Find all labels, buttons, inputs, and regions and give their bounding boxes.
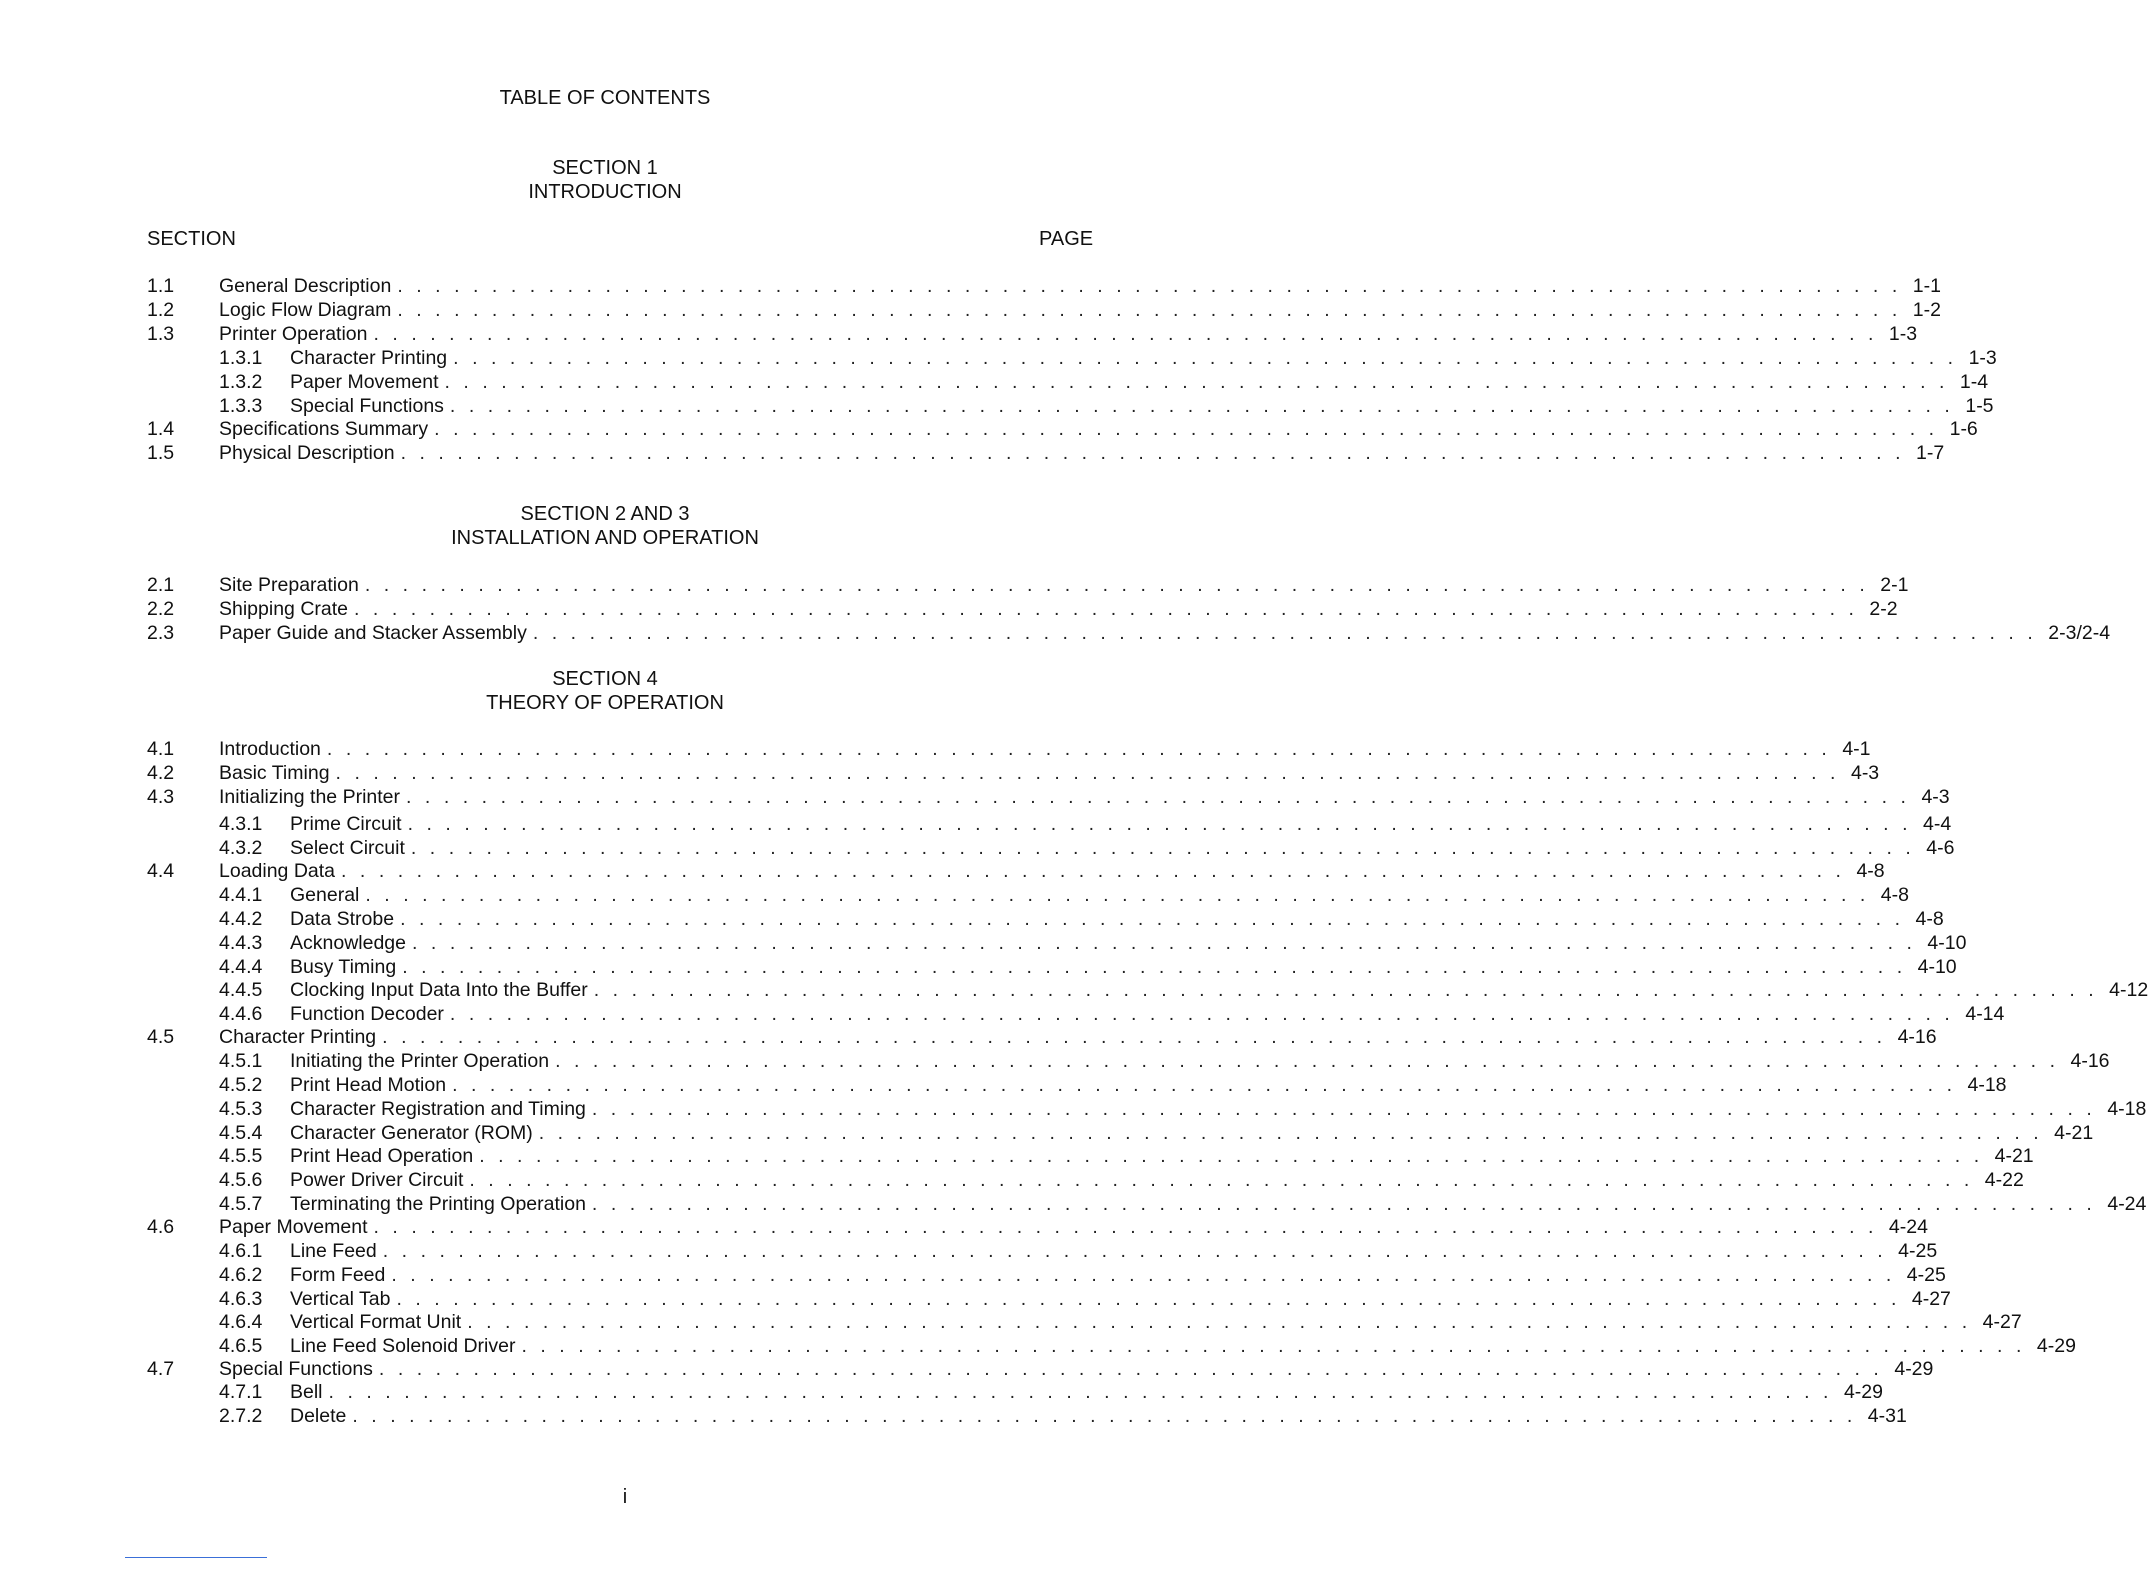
toc-entry-number: 4.2 [147, 762, 175, 784]
section-heading-line2: THEORY OF OPERATION [486, 692, 724, 714]
toc-entry[interactable] [147, 441, 1945, 465]
dot-leader: ................................................................................ [469, 1169, 1983, 1191]
toc-entry[interactable] [147, 761, 1880, 785]
toc-entry-page: 4-10 [1927, 932, 1967, 954]
dot-leader: ................................................................................ [412, 932, 1926, 954]
toc-entry-page: 4-4 [1923, 813, 1952, 835]
toc-entry-title: Acknowledge [290, 932, 406, 954]
toc-entry-title: Physical Description [219, 442, 395, 464]
toc-entry-subnumber: 4.4.1 [219, 884, 263, 906]
toc-entry-subnumber: 4.5.6 [219, 1169, 263, 1191]
toc-entry-title: Introduction [219, 738, 321, 760]
toc-entry-subnumber: 4.4.5 [219, 979, 263, 1001]
toc-entry-number: 1.5 [147, 442, 175, 464]
toc-entry-title: Character Generator (ROM) [290, 1122, 533, 1144]
toc-entry-title: Select Circuit [290, 837, 405, 859]
toc-entry-title: Initializing the Printer [219, 786, 401, 808]
dot-leader: ................................................................................ [555, 1050, 2069, 1072]
page-number-footer: i [622, 1486, 628, 1508]
toc-entry[interactable] [147, 573, 1909, 597]
toc-entry-title: Busy Timing [290, 956, 397, 978]
toc-entry-title: Form Feed [290, 1264, 386, 1286]
toc-entry-number: 4.6 [147, 1216, 175, 1238]
toc-entry-number: 1.2 [147, 299, 175, 321]
toc-entry[interactable] [147, 298, 1941, 322]
toc-entry-page: 4-10 [1917, 956, 1957, 978]
toc-entry[interactable] [147, 1192, 2147, 1216]
toc-entry-page: 1-4 [1959, 371, 1989, 393]
toc-entry-subnumber: 4.6.3 [219, 1288, 263, 1310]
toc-entry-subnumber: 4.6.2 [219, 1264, 263, 1286]
toc-entry-title: Loading Data [219, 860, 336, 882]
toc-entry[interactable] [147, 1404, 1907, 1428]
dot-leader: ................................................................................ [402, 956, 1916, 978]
toc-entry[interactable] [147, 1380, 1883, 1404]
toc-entry-subnumber: 2.7.2 [219, 1405, 263, 1427]
toc-entry-page: 1-2 [1912, 299, 1941, 321]
toc-entry-title: Shipping Crate [219, 598, 348, 620]
toc-entry[interactable] [147, 1049, 2110, 1073]
toc-entry-title: Clocking Input Data Into the Buffer [290, 979, 588, 1001]
toc-entry-page: 4-27 [1982, 1311, 2022, 1333]
toc-entry-page: 4-22 [1984, 1169, 2024, 1191]
toc-entry-title: Line Feed Solenoid Driver [290, 1335, 516, 1357]
toc-entry-title: Data Strobe [290, 908, 395, 930]
toc-entry-page: 4-8 [1880, 884, 1909, 906]
toc-entry[interactable] [147, 1287, 1951, 1311]
dot-leader: ................................................................................ [378, 1358, 1893, 1380]
toc-entry-title: Print Head Operation [290, 1145, 474, 1167]
toc-entry-title: General Description [219, 275, 392, 297]
toc-entry-page: 2-3/2-4 [2048, 622, 2111, 644]
toc-entry-title: Function Decoder [290, 1003, 444, 1025]
toc-entry-page: 1-7 [1916, 442, 1945, 464]
toc-entry-page: 4-31 [1867, 1405, 1907, 1427]
toc-entry-number: 1.3 [147, 323, 175, 345]
toc-entry-subnumber: 4.5.5 [219, 1145, 263, 1167]
dot-leader: ................................................................................ [373, 1216, 1887, 1238]
toc-entry[interactable] [147, 1239, 1938, 1263]
toc-entry-page: 4-29 [2036, 1335, 2076, 1357]
dot-leader: ................................................................................ [452, 1074, 1966, 1096]
toc-entry-page: 2-2 [1869, 598, 1898, 620]
toc-entry-title: General [290, 884, 360, 906]
toc-entry-title: Power Driver Circuit [290, 1169, 464, 1191]
toc-entry-subnumber: 1.3.2 [219, 371, 263, 393]
toc-entry-page: 4-3 [1921, 786, 1950, 808]
toc-entry[interactable] [147, 1310, 2022, 1334]
toc-entry[interactable] [147, 322, 1918, 346]
toc-entry-number: 4.4 [147, 860, 175, 882]
dot-leader: ................................................................................ [354, 598, 1868, 620]
toc-entry-title: Character Registration and Timing [290, 1098, 586, 1120]
toc-entry-title: Paper Movement [219, 1216, 368, 1238]
toc-entry-title: Initiating the Printer Operation [290, 1050, 550, 1072]
toc-entry[interactable] [147, 955, 1957, 979]
page-title: TABLE OF CONTENTS [499, 87, 711, 109]
toc-entry-title: Character Printing [290, 347, 448, 369]
toc-entry[interactable] [147, 836, 1955, 860]
toc-entry-subnumber: 1.3.3 [219, 395, 263, 417]
toc-entry-number: 2.3 [147, 622, 175, 644]
toc-entry[interactable] [147, 1002, 2005, 1026]
dot-leader: ................................................................................ [479, 1145, 1993, 1167]
toc-entry-page: 4-3 [1850, 762, 1880, 784]
toc-entry-page: 1-3 [1968, 347, 1997, 369]
section-heading-line1: SECTION 2 AND 3 [520, 503, 690, 525]
toc-entry-title: Specifications Summary [219, 418, 429, 440]
toc-entry-number: 4.1 [147, 738, 175, 760]
dot-leader: ................................................................................ [538, 1122, 2053, 1144]
toc-entry-title: Logic Flow Diagram [219, 299, 392, 321]
toc-entry-title: Vertical Tab [290, 1288, 391, 1310]
toc-entry-number: 4.7 [147, 1358, 175, 1380]
dot-leader: ................................................................................ [434, 418, 1948, 440]
toc-entry[interactable] [147, 785, 1950, 809]
toc-entry-title: Special Functions [219, 1358, 373, 1380]
dot-leader: ................................................................................ [407, 813, 1922, 835]
toc-entry[interactable] [147, 931, 1967, 955]
toc-entry[interactable] [147, 859, 1885, 883]
dot-leader: ................................................................................ [397, 299, 1911, 321]
dot-leader: ................................................................................ [382, 1026, 1896, 1048]
dot-leader: ................................................................................ [396, 1288, 1910, 1310]
dot-leader: ................................................................................ [444, 371, 1958, 393]
toc-entry-page: 1-1 [1912, 275, 1941, 297]
dot-leader: ................................................................................ [335, 762, 1849, 784]
column-header-section: SECTION [147, 228, 236, 250]
toc-entry-title: Paper Movement [290, 371, 439, 393]
toc-entry-page: 4-6 [1926, 837, 1955, 859]
toc-entry[interactable] [147, 1025, 1937, 1049]
toc-entry-subnumber: 4.5.1 [219, 1050, 263, 1072]
toc-entry-page: 4-29 [1843, 1381, 1883, 1403]
toc-entry-page: 4-25 [1906, 1264, 1946, 1286]
toc-entry-page: 4-24 [1888, 1216, 1928, 1238]
toc-entry-page: 1-6 [1949, 418, 1978, 440]
toc-entry-page: 4-12 [2109, 979, 2148, 1001]
dot-leader: ................................................................................ [453, 347, 1967, 369]
toc-entry-page: 4-8 [1856, 860, 1885, 882]
toc-entry-subnumber: 4.3.2 [219, 837, 263, 859]
dot-leader: ................................................................................ [449, 1003, 1964, 1025]
dot-leader: ................................................................................ [364, 574, 1879, 596]
toc-entry-title: Delete [290, 1405, 347, 1427]
toc-entry-page: 4-27 [1911, 1288, 1951, 1310]
toc-entry[interactable] [147, 597, 1898, 621]
toc-entry-title: Terminating the Printing Operation [290, 1193, 586, 1215]
toc-entry[interactable] [147, 1121, 2094, 1145]
toc-entry-page: 4-16 [1897, 1026, 1937, 1048]
toc-entry[interactable] [147, 978, 2148, 1002]
toc-entry-page: 4-18 [2107, 1098, 2147, 1120]
dot-leader: ................................................................................ [352, 1405, 1866, 1427]
toc-entry[interactable] [147, 907, 1944, 931]
dot-leader: ................................................................................ [326, 738, 1841, 760]
toc-entry-subnumber: 4.3.1 [219, 813, 263, 835]
toc-entry-title: Basic Timing [219, 762, 330, 784]
toc-entry[interactable] [147, 346, 1997, 370]
toc-entry-subnumber: 4.6.4 [219, 1311, 263, 1333]
scan-mark-line [125, 1557, 267, 1558]
dot-leader: ................................................................................ [365, 884, 1879, 906]
toc-entry[interactable] [147, 370, 1989, 394]
toc-entry[interactable] [147, 621, 2111, 645]
toc-entry[interactable] [147, 737, 1871, 761]
toc-entry[interactable] [147, 1215, 1928, 1239]
toc-entry-page: 1-3 [1888, 323, 1918, 345]
dot-leader: ................................................................................ [467, 1311, 1981, 1333]
dot-leader: ................................................................................ [521, 1335, 2035, 1357]
toc-entry-page: 4-25 [1898, 1240, 1938, 1262]
toc-entry-subnumber: 4.4.2 [219, 908, 263, 930]
toc-entry-number: 2.2 [147, 598, 175, 620]
dot-leader: ................................................................................ [591, 1193, 2106, 1215]
toc-entry[interactable] [147, 883, 1909, 907]
toc-entry-subnumber: 4.7.1 [219, 1381, 263, 1403]
toc-entry-number: 2.1 [147, 574, 175, 596]
toc-entry-number: 1.1 [147, 275, 175, 297]
dot-leader: ................................................................................ [400, 908, 1914, 930]
toc-entry-title: Special Functions [290, 395, 444, 417]
toc-entry-page: 1-5 [1965, 395, 1994, 417]
toc-entry[interactable] [147, 274, 1941, 298]
section-heading-line2: INTRODUCTION [528, 181, 682, 203]
dot-leader: ................................................................................ [341, 860, 1855, 882]
toc-entry[interactable] [147, 1357, 1934, 1381]
toc-entry-number: 4.3 [147, 786, 175, 808]
toc-entry-title: Bell [290, 1381, 323, 1403]
toc-entry-page: 4-29 [1894, 1358, 1934, 1380]
toc-entry-subnumber: 4.6.1 [219, 1240, 263, 1262]
toc-entry-page: 4-14 [1965, 1003, 2005, 1025]
toc-entry-subnumber: 4.5.4 [219, 1122, 263, 1144]
toc-entry-page: 2-1 [1880, 574, 1909, 596]
toc-entry-page: 4-1 [1842, 738, 1871, 760]
dot-leader: ................................................................................ [373, 323, 1887, 345]
toc-entry-page: 4-21 [2054, 1122, 2094, 1144]
toc-entry-page: 4-8 [1915, 908, 1944, 930]
toc-entry-subnumber: 1.3.1 [219, 347, 263, 369]
dot-leader: ................................................................................ [382, 1240, 1897, 1262]
toc-entry[interactable] [147, 1334, 2076, 1358]
toc-entry-subnumber: 4.5.3 [219, 1098, 263, 1120]
dot-leader: ................................................................................ [593, 979, 2108, 1001]
toc-entry-title: Print Head Motion [290, 1074, 447, 1096]
toc-entry-title: Prime Circuit [290, 813, 402, 835]
dot-leader: ................................................................................ [328, 1381, 1842, 1403]
section-heading-line2: INSTALLATION AND OPERATION [451, 527, 759, 549]
toc-entry[interactable] [147, 1263, 1946, 1287]
section-heading-line1: SECTION 1 [552, 157, 658, 179]
dot-leader: ................................................................................ [591, 1098, 2106, 1120]
toc-entry-title: Printer Operation [219, 323, 368, 345]
toc-entry[interactable] [147, 1144, 2034, 1168]
toc-entry-title: Line Feed [290, 1240, 377, 1262]
toc-entry[interactable] [147, 1097, 2147, 1121]
dot-leader: ................................................................................ [391, 1264, 1905, 1286]
dot-leader: ................................................................................ [410, 837, 1925, 859]
toc-entry-title: Character Printing [219, 1026, 377, 1048]
toc-entry-page: 4-18 [1967, 1074, 2007, 1096]
toc-entry-subnumber: 4.4.6 [219, 1003, 263, 1025]
toc-entry-subnumber: 4.6.5 [219, 1335, 263, 1357]
toc-entry-title: Paper Guide and Stacker Assembly [219, 622, 527, 644]
section-heading-line1: SECTION 4 [552, 668, 658, 690]
toc-entry[interactable] [147, 812, 1952, 836]
toc-entry-subnumber: 4.5.7 [219, 1193, 263, 1215]
toc-entry-subnumber: 4.4.4 [219, 956, 263, 978]
toc-entry[interactable] [147, 394, 1994, 418]
dot-leader: ................................................................................ [400, 442, 1914, 464]
toc-entry-subnumber: 4.4.3 [219, 932, 263, 954]
dot-leader: ................................................................................ [532, 622, 2047, 644]
dot-leader: ................................................................................ [406, 786, 1920, 808]
toc-entry[interactable] [147, 1168, 2024, 1192]
dot-leader: ................................................................................ [397, 275, 1911, 297]
column-header-page: PAGE [1039, 228, 1094, 250]
toc-entry-title: Vertical Format Unit [290, 1311, 462, 1333]
toc-entry[interactable] [147, 1073, 2007, 1097]
toc-entry[interactable] [147, 417, 1978, 441]
toc-entry-page: 4-16 [2070, 1050, 2110, 1072]
dot-leader: ................................................................................ [449, 395, 1964, 417]
toc-entry-subnumber: 4.5.2 [219, 1074, 263, 1096]
toc-entry-title: Site Preparation [219, 574, 359, 596]
toc-entry-number: 4.5 [147, 1026, 175, 1048]
toc-entry-page: 4-24 [2107, 1193, 2147, 1215]
toc-entry-page: 4-21 [1994, 1145, 2034, 1167]
toc-entry-number: 1.4 [147, 418, 175, 440]
